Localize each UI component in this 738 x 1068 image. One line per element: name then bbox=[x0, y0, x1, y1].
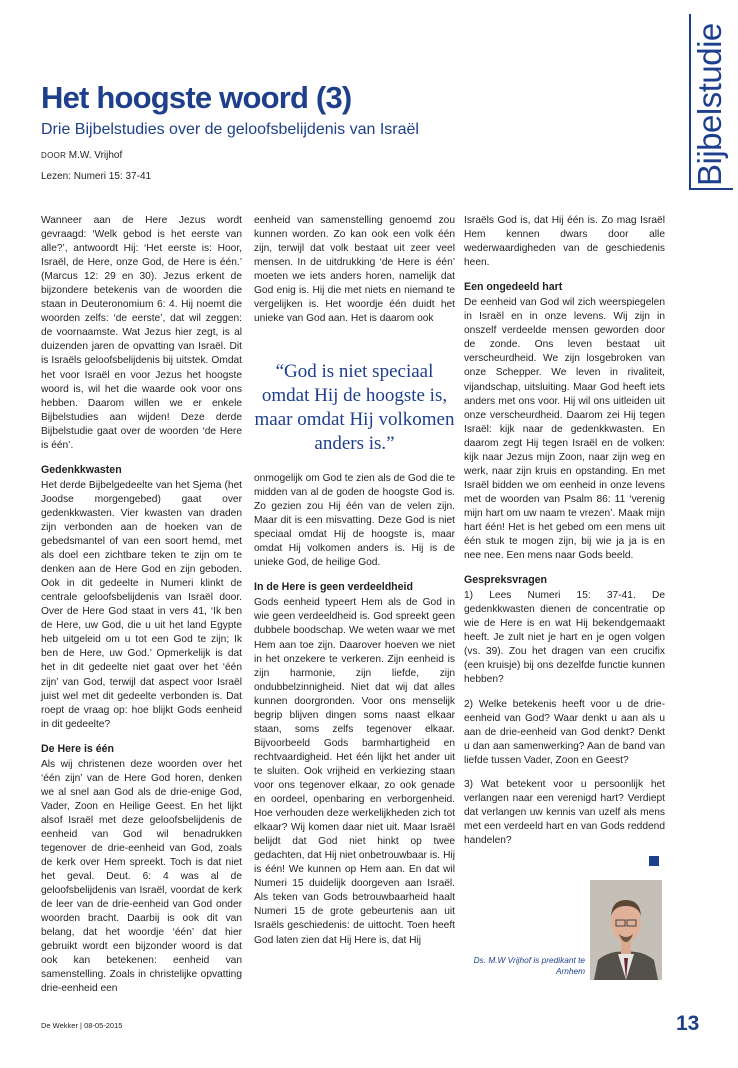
author-photo bbox=[590, 880, 662, 980]
byline bbox=[41, 150, 122, 161]
paragraph: Gods eenheid typeert Hem als de God in wie geen verdeeldheid is. God spreekt geen dubbele boodschap. We weten waar we met Hem aan toe zijn. Daarover hoeven we niet in het onzekere te verkeren. Zijn eenheid is zijn harmonie, zijn liefde, zijn ondubbelzinnigheid. Niet dat wij dat alles kunnen doorgronden. Voor ons menselijk begrip blijven dingen soms naast elkaar staan, soms zelfs tegenover elkaar. Bijvoorbeeld Gods barmhartigheid en rechtvaardigheid. Het één lijkt het ander uit te sluiten. Ook vrijheid en verkiezing staan voor ons tegenover elkaar, zo ook genade en oordeel, openbaring en verborgenheid. Hoe verhouden deze werkelijkheden zich tot elkaar? Wij komen daar niet uit. Maar Israël belijdt dat God niet hinkt op twee gedachten, dat Hij niet onbetrouwbaar is. Hij is één! We kunnen op Hem aan. En dat wil Numeri 15 duidelijk doorgeven aan Israël. Als teken van Gods betrouwbaarheid haalt Numeri 15 de grote gebeurtenis aan uit Israëls geschiedenis: de uittocht. Toen heeft God laten zien dat Hij Here is, dat Hij bbox=[254, 597, 455, 946]
pull-quote: “God is niet speciaal omdat Hij de hoogste is, maar omdat Hij volkomen anders is.” bbox=[254, 361, 455, 454]
question-1: 1) Lees Numeri 15: 37-41. De gedenkkwasten dienen de concentratie op wie de Here is en wat Hij bekendgemaakt heeft. Je zult niet je hart en je ogen volgen (vs. 39). Zou het dragen van een crucifix (een kruisje) bij ons dezelfde functie kunnen hebben? bbox=[464, 590, 665, 686]
column-2-bottom bbox=[254, 472, 455, 948]
paragraph: Israëls God is, dat Hij één is. Zo mag Israël Hem kennen dwars door alle wederwaardigheden van de geschiedenis heen. bbox=[464, 215, 665, 269]
paragraph: Als wij christenen deze woorden over het ‘één zijn’ van de Here God horen, denken we al snel aan God als de drie-enige God, Vader, Zoon en Heilige Geest. En het lijkt alsof Israël met deze geloofsbelijdenis de eenheid van God wil benadrukken tegenover de drie-eenheid van God, zoals de kerk over Hem spreekt. Toch is dat niet het geval. Deut. 6: 4 was al de geloofsbelijdenis van Israël, voordat de kerk de leer van de drie-eenheid van God onder woorden bracht. Daarbij is ook dit van belang, dat het woordje ‘één’ dat hier gebruikt wordt een bijzonder woord is dat ook kan betekenen: eenheid van samenstelling. Zoals in christelijke opvatting drie-eenheid een bbox=[41, 758, 242, 995]
article-subtitle: Drie Bijbelstudies over de geloofsbelijdenis van Israël bbox=[41, 121, 419, 138]
paragraph: Wanneer aan de Here Jezus wordt gevraagd: ‘Welk gebod is het eerste van alle?’, antwoordt Hij: ‘Het eerste is: Hoor, Israël, de Here, onze God, de Here is één.’ (Marcus 12: 29 en 30). Jezus erkent de bijzondere betekenis van de woorden die staan in Deuteronomium 6: 4. Hij noemt die woorden zelfs: ‘de eerste’, dat wil zeggen: de voornaamste. Wat Jezus hier zegt, is al duizenden jaren de opvatting van Israël. Dit is Israëls geloofsbelijdenis bij uitstek. Omdat het voor Israël en voor Jezus het hoogste woord is, wil het die waarde ook voor ons hebben. Daarom willen we er enkele Bijbelstudies aan wijden! Deze derde Bijbelstudie gaat over de woorden ‘de Here is één’. bbox=[41, 215, 242, 451]
paragraph: De eenheid van God wil zich weerspiegelen in Israël en in onze levens. Wij zijn in onszelf verdeelde mensen geworden door de zonde. Ons leven bestaat uit verscheurdheid. We zijn losgebroken van onze Schepper. We leven in rivaliteit, vijandschap, uitsluiting. Maar God heeft iets anders met ons voor. Hij wil ons uitleiden uit onze verscheurdheid. Daarom zei Hij tegen Israël: kijk naar de gedenkkwasten. En daarom zegt Hij tegen Israël en de volken: kijk naar Jezus mijn Zoon, naar zijn weg en werk, naar zijn kruis en opstanding. En met Israël bidden we om eenheid in onze levens met de woorden van Psalm 86: 11 ‘verenig mijn hart om uw naam te vrezen’. Maak mijn hart één! Het is het gebed om een mens uit één stuk te mogen zijn, bij wie ja ja is en nee nee. Een mens naar Gods beeld. bbox=[464, 297, 665, 562]
page-number: 13 bbox=[676, 1012, 700, 1035]
paragraph: onmogelijk om God te zien als de God die te midden van al de goden de hoogste God is. Zo gezien zou Hij één van de velen zijn. Maar dit is een misvatting. Deze God is niet speciaal omdat Hij de hoogste is, maar omdat Hij volkomen anders is. Hij is de unieke God, de heilige God. bbox=[254, 473, 455, 569]
question-2: 2) Welke betekenis heeft voor u de drie-eenheid van God? Waar denkt u aan als u aan de drie-eenheid van God denkt? Denkt u dan aan samenwerking? Aan de band van liefde tussen Vader, Zoon en Geest? bbox=[464, 698, 665, 766]
footer-publication: De Wekker | 08-05-2015 bbox=[41, 1021, 123, 1030]
end-mark-icon bbox=[649, 856, 659, 866]
section-heading: Gedenkkwasten bbox=[41, 463, 122, 476]
section-heading: De Here is één bbox=[41, 742, 115, 755]
reading-reference: Lezen: Numeri 15: 37-41 bbox=[41, 171, 152, 182]
column-3 bbox=[464, 214, 665, 848]
paragraph: Het derde Bijbelgedeelte van het Sjema (het Joodse morgengebed) gaat over gedenkkwasten. Vier kwasten van draden zijn verbonden aan de hoeken van de gebedsmantel of van een soort hemd, met als doel een zichtbare teken te zijn om te denken aan de Here God en zijn geboden. Ook in dit gedeelte in Numeri klinkt de centrale geloofsbelijdenis van Israël door. Over de Here God staat in vers 41, ‘Ik ben de Here, uw God, die u uit het land Egypte heb uitgeleid om u tot een God te zijn; Ik ben de Here, uw God.’ Opmerkelijk is dat het in dit gedeelte niet gaat over het ‘één zijn’ van God, terwijl dat aspect voor Israël juist wel met dit gedeelte verbonden is. Dat roept de vraag op: hoe blijkt Gods eenheid in dit gedeelte? bbox=[41, 479, 242, 730]
byline-prefix: DOOR bbox=[41, 151, 67, 160]
photo-caption: Ds. M.W Vrijhof is predikant te Arnhem bbox=[473, 955, 585, 976]
section-rule-horizontal bbox=[689, 188, 733, 190]
section-heading: Gespreksvragen bbox=[464, 574, 548, 587]
column-1 bbox=[41, 214, 242, 997]
author-name: M.W. Vrijhof bbox=[68, 150, 123, 161]
section-heading: Een ongedeeld hart bbox=[464, 281, 563, 294]
column-2-top bbox=[254, 214, 455, 326]
question-3: 3) Wat betekent voor u persoonlijk het verlangen naar een verenigd hart? Verdiept dat verlangen uw kennis van uzelf als mens met een verdeeld hart en van Gods reddend handelen? bbox=[464, 778, 665, 846]
section-heading: In de Here is geen verdeeldheid bbox=[254, 581, 413, 594]
paragraph: eenheid van samenstelling genoemd zou kunnen worden. Zo kan ook een volk één zijn, terwijl dat volk bestaat uit zeer veel mensen. In de uitdrukking ‘de Here is één’ moeten we iets anders horen, namelijk dat God enig is. Hij die met niets en niemand te vergelijken is. Het woordje één duidt het unieke van God aan. Het is daarom ook bbox=[254, 215, 455, 325]
section-label: Bijbelstudie bbox=[691, 23, 728, 186]
article-title: Het hoogste woord (3) bbox=[41, 80, 352, 115]
